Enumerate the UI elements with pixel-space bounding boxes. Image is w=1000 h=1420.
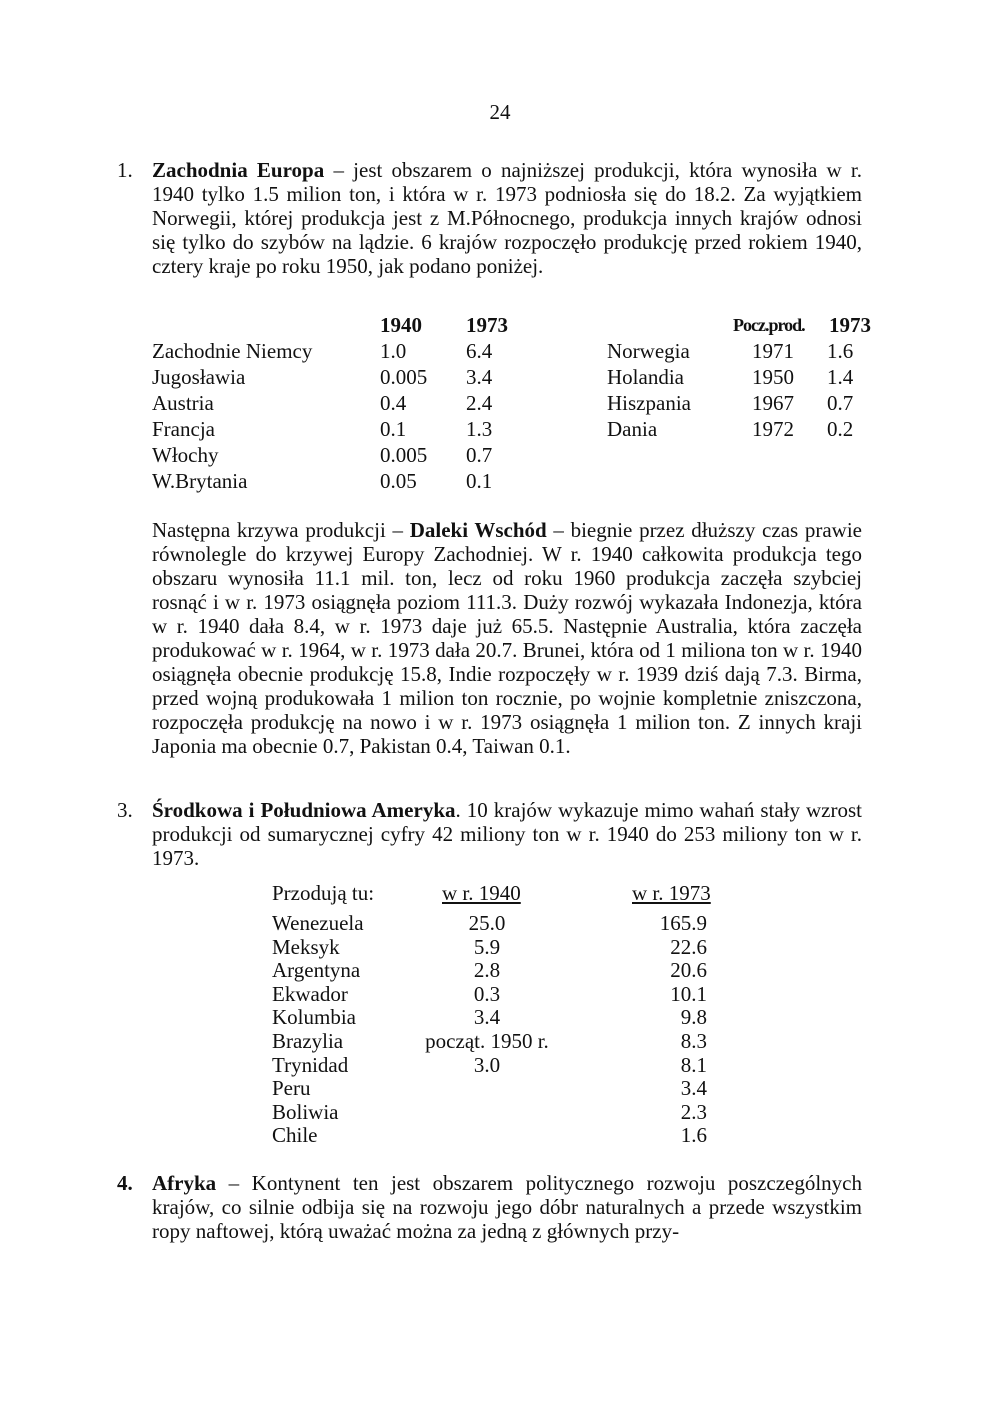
header-1973: 1973 <box>829 313 871 337</box>
table-row <box>272 1006 752 1030</box>
header-1940: w r. 1940 <box>442 881 521 905</box>
section-3-text: . 10 krajów wykazuje mimo wahań stały wzrost produkcji od sumarycznej cyfry 42 miliony ton w r. 1940 do 253 miliony ton w r. 1973. <box>152 798 862 870</box>
value-1973: 8.3 <box>680 1028 707 1053</box>
value-1940: 25.0 <box>468 911 506 935</box>
section-4-text: – Kontynent ten jest obszarem politycznego rozwoju poszczególnych krajów, co silnie odbija się na rozwoju jego dóbr naturalnych a przede wszystkim ropy naftowej, którą uważać można za jedną z głównych przy- <box>152 1171 862 1243</box>
value-1973: 6.4 <box>466 339 493 363</box>
section-4-paragraph <box>152 1171 862 1243</box>
table-row <box>152 338 493 364</box>
value-1940: 0.05 <box>380 469 417 493</box>
value-1973: 1.4 <box>827 365 854 389</box>
table-row <box>152 416 493 442</box>
table-row <box>152 364 493 390</box>
section-2-lead: Następna krzywa produkcji – <box>152 518 410 542</box>
value-1940: 0.1 <box>380 417 407 441</box>
country: Holandia <box>607 365 684 389</box>
header-label: Przodują tu: <box>272 881 375 905</box>
table-row <box>272 1077 752 1101</box>
start-year: 1972 <box>752 417 794 441</box>
value-1973: 0.2 <box>827 417 854 441</box>
country: Meksyk <box>272 934 340 959</box>
header-1973: w r. 1973 <box>632 881 711 905</box>
country: Peru <box>272 1076 311 1101</box>
start-year: 1950 <box>752 365 794 389</box>
value-1940: 3.0 <box>473 1052 501 1077</box>
section-4-number: 4. <box>117 1171 133 1195</box>
table-row <box>607 364 897 390</box>
country: Dania <box>607 417 658 441</box>
value-1973: 22.6 <box>670 934 707 959</box>
section-3-paragraph <box>152 798 862 870</box>
value-1973: 0.7 <box>466 443 493 467</box>
table-europe-late <box>607 312 897 442</box>
country: Brazylia <box>272 1028 344 1053</box>
table-row <box>607 390 897 416</box>
country: Norwegia <box>607 339 690 363</box>
table-row <box>272 1054 752 1078</box>
country: Jugosławia <box>152 365 246 389</box>
value-1940: 1.0 <box>380 339 407 363</box>
value-1973: 3.4 <box>680 1076 707 1101</box>
table-header <box>272 882 752 912</box>
value-1973: 3.4 <box>466 365 493 389</box>
section-2-title: Daleki Wschód <box>409 518 547 542</box>
country: Chile <box>272 1123 318 1148</box>
value-1973: 0.1 <box>466 469 493 493</box>
section-1-text: – jest obszarem o najniższej produkcji, która wynosiła w r. 1940 tylko 1.5 milion ton, i która w r. 1973 podniosła się do 18.2. Za wyjątkiem Norwegii, której produkcja jest z M.Północnego, produkcja innych krajów odnosi się tylko do szybów na lądzie. 6 krajów rozpoczęło produkcję przed rokiem 1940, cztery kraje po roku 1950, jak podano poniżej. <box>152 158 862 278</box>
section-3-title: Środkowa i Południowa Ameryka <box>152 798 456 822</box>
section-2-text: – biegnie przez dłuższy czas prawie równolegle do krzywej Europy Zachodniej. W r. 1940 całkowita produkcja tego obszaru wynosiła 11.1 mil. ton, lecz od roku 1960 produkcja zaczęła szybciej rosnąć i w r. 1973 osiągnęła poziom 111.3. Duży rozwój wykazała Indonezja, która w r. 1940 dała 8.4, w r. 1973 daje już 65.5. Następnie Australia, która zaczęła produkować w r. 1964, w r. 1973 dała 20.7. Brunei, która od 1 miliona ton w r. 1940 osiągnęła obecnie produkcję 15.8, Indie rozpoczęły w r. 1939 dziś dają 7.3. Birma, przed wojną produkowała 1 milion ton rocznie, po wojnie kompletnie zniszczona, rozpoczęła produkcję na nowo i w r. 1973 osiągnęła 1 milion ton. Z innych kraji Japonia ma obecnie 0.7, Pakistan 0.4, Taiwan 0.1. <box>152 518 863 758</box>
country: Hiszpania <box>607 391 691 415</box>
country: Austria <box>152 391 214 415</box>
value-1973: 10.1 <box>670 981 707 1006</box>
section-3-number: 3. <box>117 798 133 822</box>
value-1940: począt. 1950 r. <box>425 1028 549 1053</box>
section-4-title: Afryka <box>152 1171 217 1195</box>
table-row <box>152 442 493 468</box>
table-row <box>272 959 752 983</box>
table-row <box>152 468 493 494</box>
value-1973: 165.9 <box>659 911 707 935</box>
value-1973: 0.7 <box>827 391 854 415</box>
header-start-production: Pocz.prod. <box>733 315 805 335</box>
country: Francja <box>152 417 215 441</box>
country: Zachodnie Niemcy <box>152 339 313 363</box>
table-america <box>272 882 752 1148</box>
country: W.Brytania <box>152 469 248 493</box>
section-1-title: Zachodnia Europa <box>152 158 325 182</box>
country: Argentyna <box>272 958 361 983</box>
table-row <box>272 912 752 936</box>
value-1973: 1.6 <box>680 1123 707 1148</box>
page-number: 24 <box>489 100 511 124</box>
table-row <box>152 390 493 416</box>
table-row <box>272 1124 752 1148</box>
value-1973: 1.3 <box>466 417 493 441</box>
table-row <box>272 936 752 960</box>
section-1-paragraph <box>152 158 862 278</box>
value-1973: 20.6 <box>670 958 707 983</box>
value-1940: 3.4 <box>473 1005 501 1030</box>
header-1973: 1973 <box>466 313 508 337</box>
section-1-number: 1. <box>117 158 133 182</box>
value-1940: 0.005 <box>380 365 428 389</box>
value-1940: 0.4 <box>380 391 407 415</box>
table-europe-early <box>152 312 508 494</box>
country: Boliwia <box>272 1099 339 1124</box>
table-row <box>272 1101 752 1125</box>
country: Ekwador <box>272 981 348 1006</box>
value-1973: 2.3 <box>680 1099 707 1124</box>
country: Wenezuela <box>272 911 364 935</box>
country: Trynidad <box>272 1052 349 1077</box>
start-year: 1967 <box>752 391 794 415</box>
start-year: 1971 <box>752 339 794 363</box>
table-header <box>607 312 897 338</box>
country: Kolumbia <box>272 1005 356 1030</box>
table-row <box>607 416 897 442</box>
table-row <box>272 983 752 1007</box>
value-1973: 1.6 <box>827 339 854 363</box>
value-1940: 0.005 <box>380 443 428 467</box>
value-1940: 0.3 <box>473 981 501 1006</box>
value-1940: 5.9 <box>473 934 501 959</box>
header-1940: 1940 <box>380 313 422 337</box>
value-1940: 2.8 <box>473 958 501 983</box>
value-1973: 2.4 <box>466 391 493 415</box>
value-1973: 8.1 <box>680 1052 707 1077</box>
table-row <box>272 1030 752 1054</box>
table-header <box>152 312 508 338</box>
section-2-paragraph <box>152 518 862 758</box>
country: Włochy <box>152 443 219 467</box>
value-1973: 9.8 <box>680 1005 707 1030</box>
table-row <box>607 338 897 364</box>
